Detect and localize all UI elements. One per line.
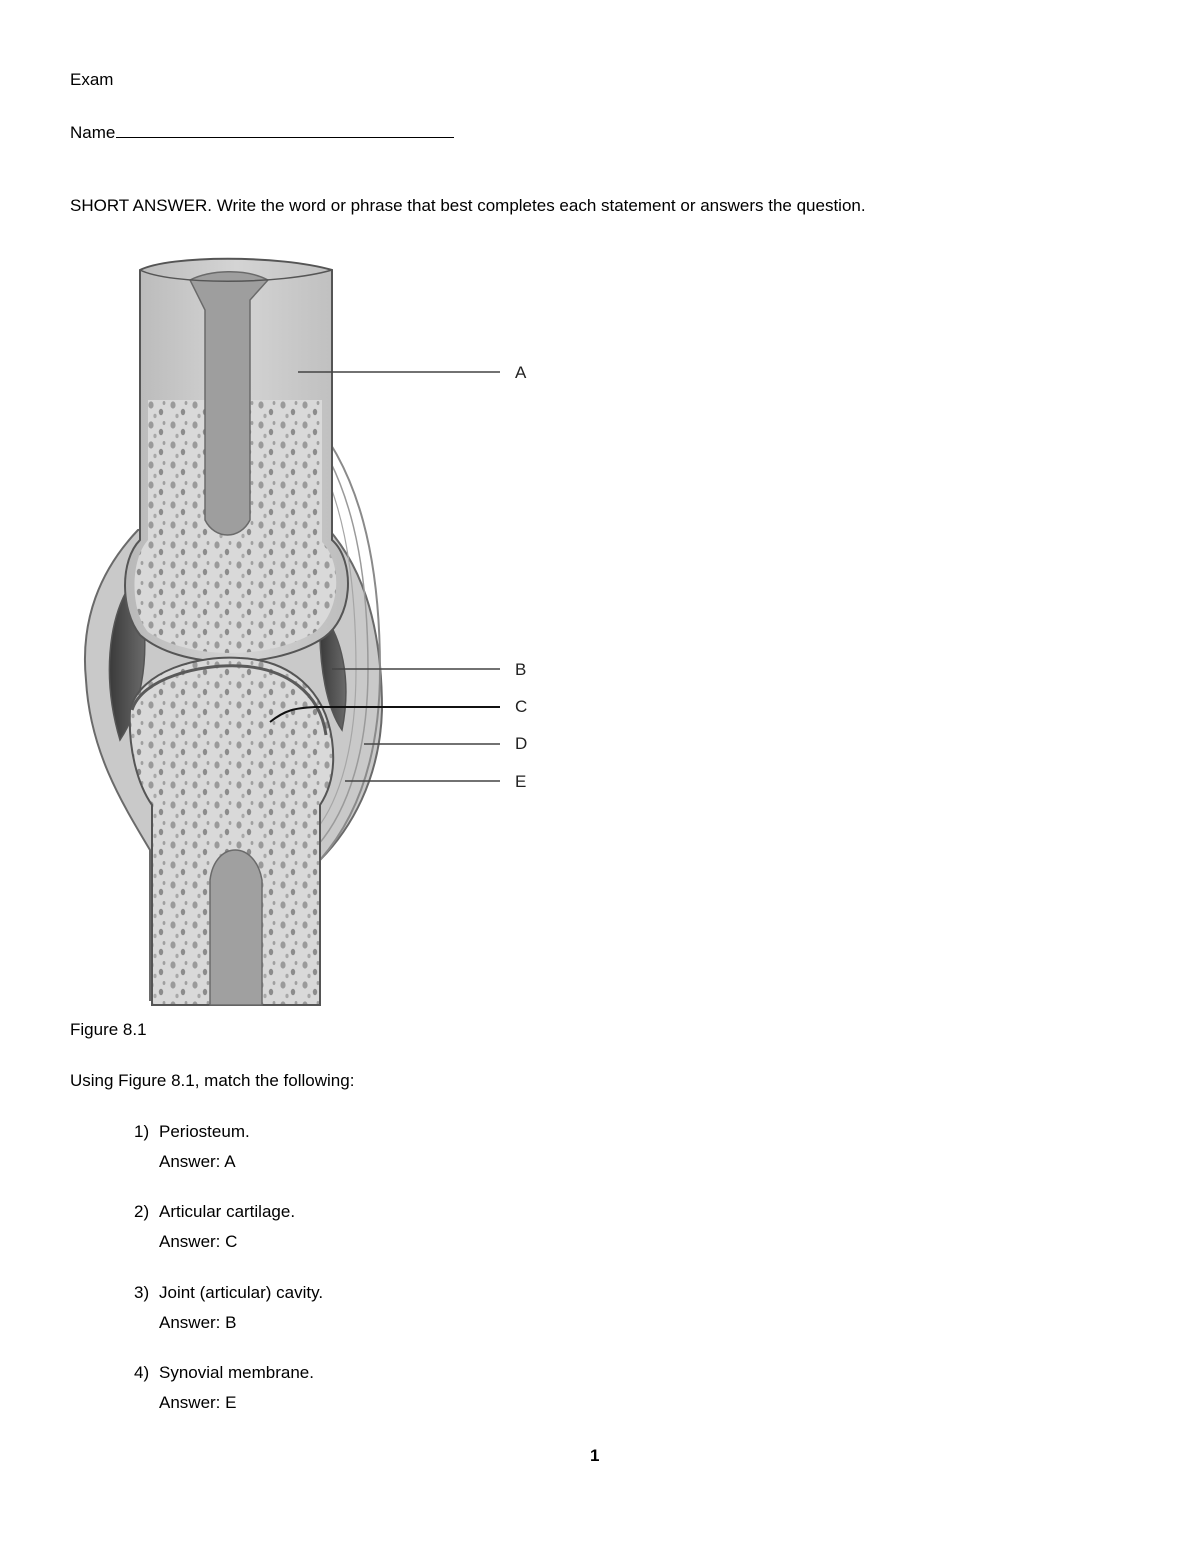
answer-row — [159, 1313, 237, 1333]
answer-label: Answer: — [159, 1232, 221, 1251]
question-text: Synovial membrane. — [159, 1363, 314, 1382]
answer-row — [159, 1393, 237, 1413]
label-a: A — [515, 363, 527, 382]
answer-value: A — [224, 1152, 236, 1171]
question-text: Periosteum. — [159, 1122, 250, 1141]
answer-row — [159, 1152, 236, 1172]
answer-value: C — [225, 1232, 238, 1251]
answer-label: Answer: — [159, 1152, 221, 1171]
question-number: 4) — [134, 1363, 150, 1382]
question-number: 2) — [134, 1202, 150, 1221]
name-label: Name — [70, 123, 116, 142]
label-e: E — [515, 772, 527, 791]
page-number: 1 — [590, 1446, 600, 1465]
answer-label: Answer: — [159, 1313, 221, 1332]
name-blank-line[interactable] — [116, 122, 454, 138]
lower-bone — [130, 658, 334, 1005]
figure-caption: Figure 8.1 — [70, 1020, 147, 1039]
answer-value: E — [225, 1393, 237, 1412]
label-b: B — [515, 660, 527, 679]
label-c: C — [515, 697, 528, 716]
answer-label: Answer: — [159, 1393, 221, 1412]
upper-bone — [125, 259, 348, 662]
question-text: Joint (articular) cavity. — [159, 1283, 324, 1302]
label-d: D — [515, 734, 528, 753]
question-number: 1) — [134, 1122, 150, 1141]
instructions: SHORT ANSWER. Write the word or phrase that best completes each statement or answers the question. — [70, 196, 866, 215]
name-field-row — [70, 122, 454, 143]
matching-prompt: Using Figure 8.1, match the following: — [70, 1071, 355, 1090]
answer-row — [159, 1232, 237, 1252]
answer-value: B — [225, 1313, 237, 1332]
question-text: Articular cartilage. — [159, 1202, 296, 1221]
joint-diagram — [80, 240, 540, 1012]
question-number: 3) — [134, 1283, 150, 1302]
exam-title: Exam — [70, 70, 114, 89]
